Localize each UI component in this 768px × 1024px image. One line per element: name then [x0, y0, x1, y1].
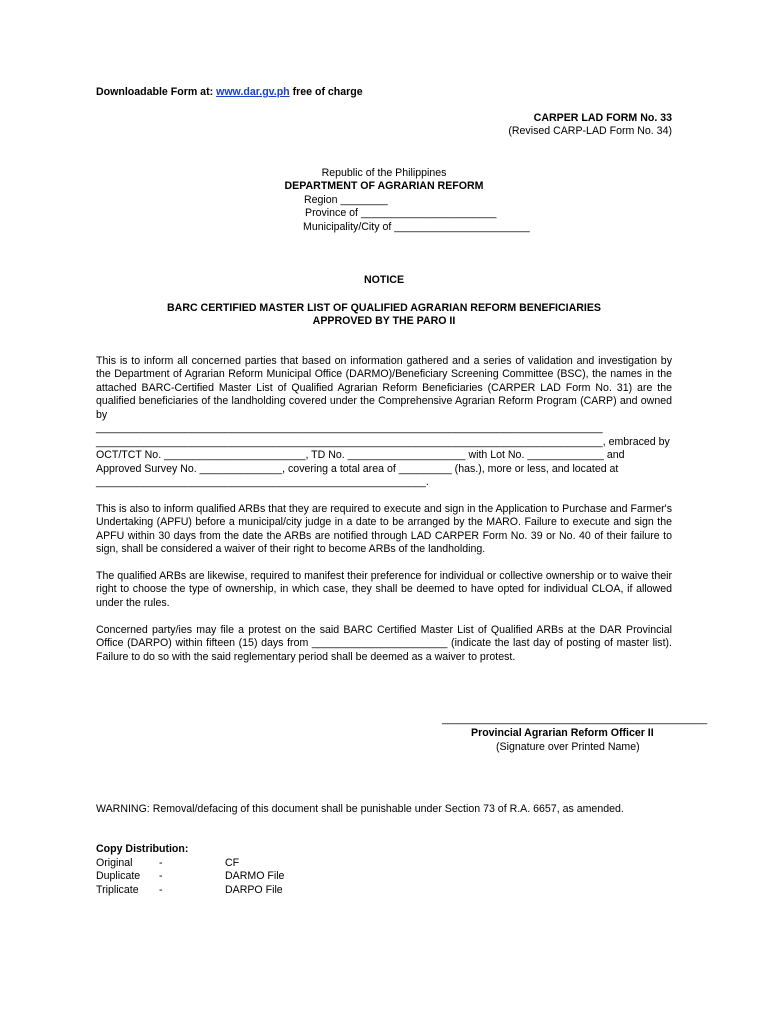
copy-label: Triplicate [96, 883, 139, 896]
paragraph-ownership: The qualified ARBs are likewise, required to manifest their preference for individual or collective ownership or to waive their right to choose the type of ownership, in which case, they shall be deemed to have opted for individual CLOA, if allowed under the rules. [96, 570, 672, 609]
form-id [508, 112, 672, 139]
paragraph-inform: This is to inform all concerned parties that based on information gathered and a series of validation and investigation by the Department of Agrarian Reform Municipal Office (DARMO)/Beneficiary Screening Committee (BSC), the names in the attached BARC-Certified Master List of Qualified Agrarian Reform Beneficiaries (CARPER LAD Form No. 31) are the qualified beneficiaries of the landholding covered under the Comprehensive Agrarian Reform Program (CARP) and owned by [96, 355, 672, 421]
copy-dash: - [159, 883, 163, 896]
department-line: DEPARTMENT OF AGRARIAN REFORM [284, 180, 484, 193]
copy-dash: - [159, 870, 163, 883]
blank-line-1: ______________________________________________________________________________________ [96, 422, 603, 434]
province-line: Province of _______________________ [305, 207, 497, 219]
copy-dash: - [159, 857, 163, 869]
signature-line: _____________________________________________ [442, 713, 708, 725]
survey-line: Approved Survey No. ______________, covering a total area of _________ (has.), more or less, and located at [96, 463, 619, 475]
copy-label: Duplicate [96, 870, 141, 883]
copy-destination: DARPO File [225, 883, 283, 896]
municipality-line: Municipality/City of _______________________ [303, 221, 530, 233]
notice-subtitle-line2: APPROVED BY THE PARO II [312, 315, 456, 328]
signature-title: Provincial Agrarian Reform Officer II [471, 727, 654, 739]
distribution-row-triplicate [96, 884, 284, 897]
download-prefix: Downloadable Form at: [96, 86, 217, 98]
copy-label: Original [96, 857, 133, 869]
oct-line: OCT/TCT No. ________________________, TD No. ____________________ with Lot No. _____________ and [96, 449, 625, 461]
download-link[interactable]: www.dar.gv.ph [216, 86, 290, 98]
distribution-row-original [96, 857, 284, 870]
notice-subtitle-line1: BARC CERTIFIED MASTER LIST OF QUALIFIED AGRARIAN REFORM BENEFICIARIES [167, 302, 601, 314]
form-revision: (Revised CARP-LAD Form No. 34) [508, 125, 672, 138]
copy-destination: CF [225, 857, 240, 869]
notice-title: NOTICE [363, 274, 405, 286]
distribution-list [96, 857, 284, 897]
region-line: Region ________ [304, 194, 388, 206]
distribution-heading: Copy Distribution: [96, 843, 189, 855]
blank-line-3: ________________________________________________________. [96, 476, 429, 488]
download-line [96, 86, 363, 99]
form-number: CARPER LAD FORM No. 33 [533, 112, 672, 124]
republic-line: Republic of the Philippines [321, 167, 447, 179]
warning-text: WARNING: Removal/defacing of this document shall be punishable under Section 73 of R.A. 6657, as amended. [96, 803, 624, 815]
paragraph-apfu: This is also to inform qualified ARBs that they are required to execute and sign in the Application to Purchase and Farmer's Undertaking (APFU) before a municipal/city judge in a date to be arranged by the MARO. Failure to execute and sign the APFU within 30 days from the date the ARBs are notified through LAD CARPER Form No. 39 or No. 40 of their failure to sign, shall be considered a waiver of their right to become ARBs of the landholding. [96, 503, 672, 556]
signature-caption: (Signature over Printed Name) [496, 741, 640, 753]
notice-subtitle [96, 302, 672, 329]
copy-destination: DARMO File [225, 870, 285, 883]
distribution-row-duplicate [96, 870, 284, 883]
download-suffix: free of charge [289, 86, 363, 98]
agency-block [234, 167, 534, 194]
blank-line-2: ______________________________________________________________________________________, embraced by [96, 436, 670, 448]
paragraph-protest: Concerned party/ies may file a protest on the said BARC Certified Master List of Qualified ARBs at the DAR Provincial Office (DARPO) within fifteen (15) days from _______________________ (indicate the last day of posting of master list). Failure to do so with the said reglementary period shall be deemed as a waiver to protest. [96, 624, 672, 663]
